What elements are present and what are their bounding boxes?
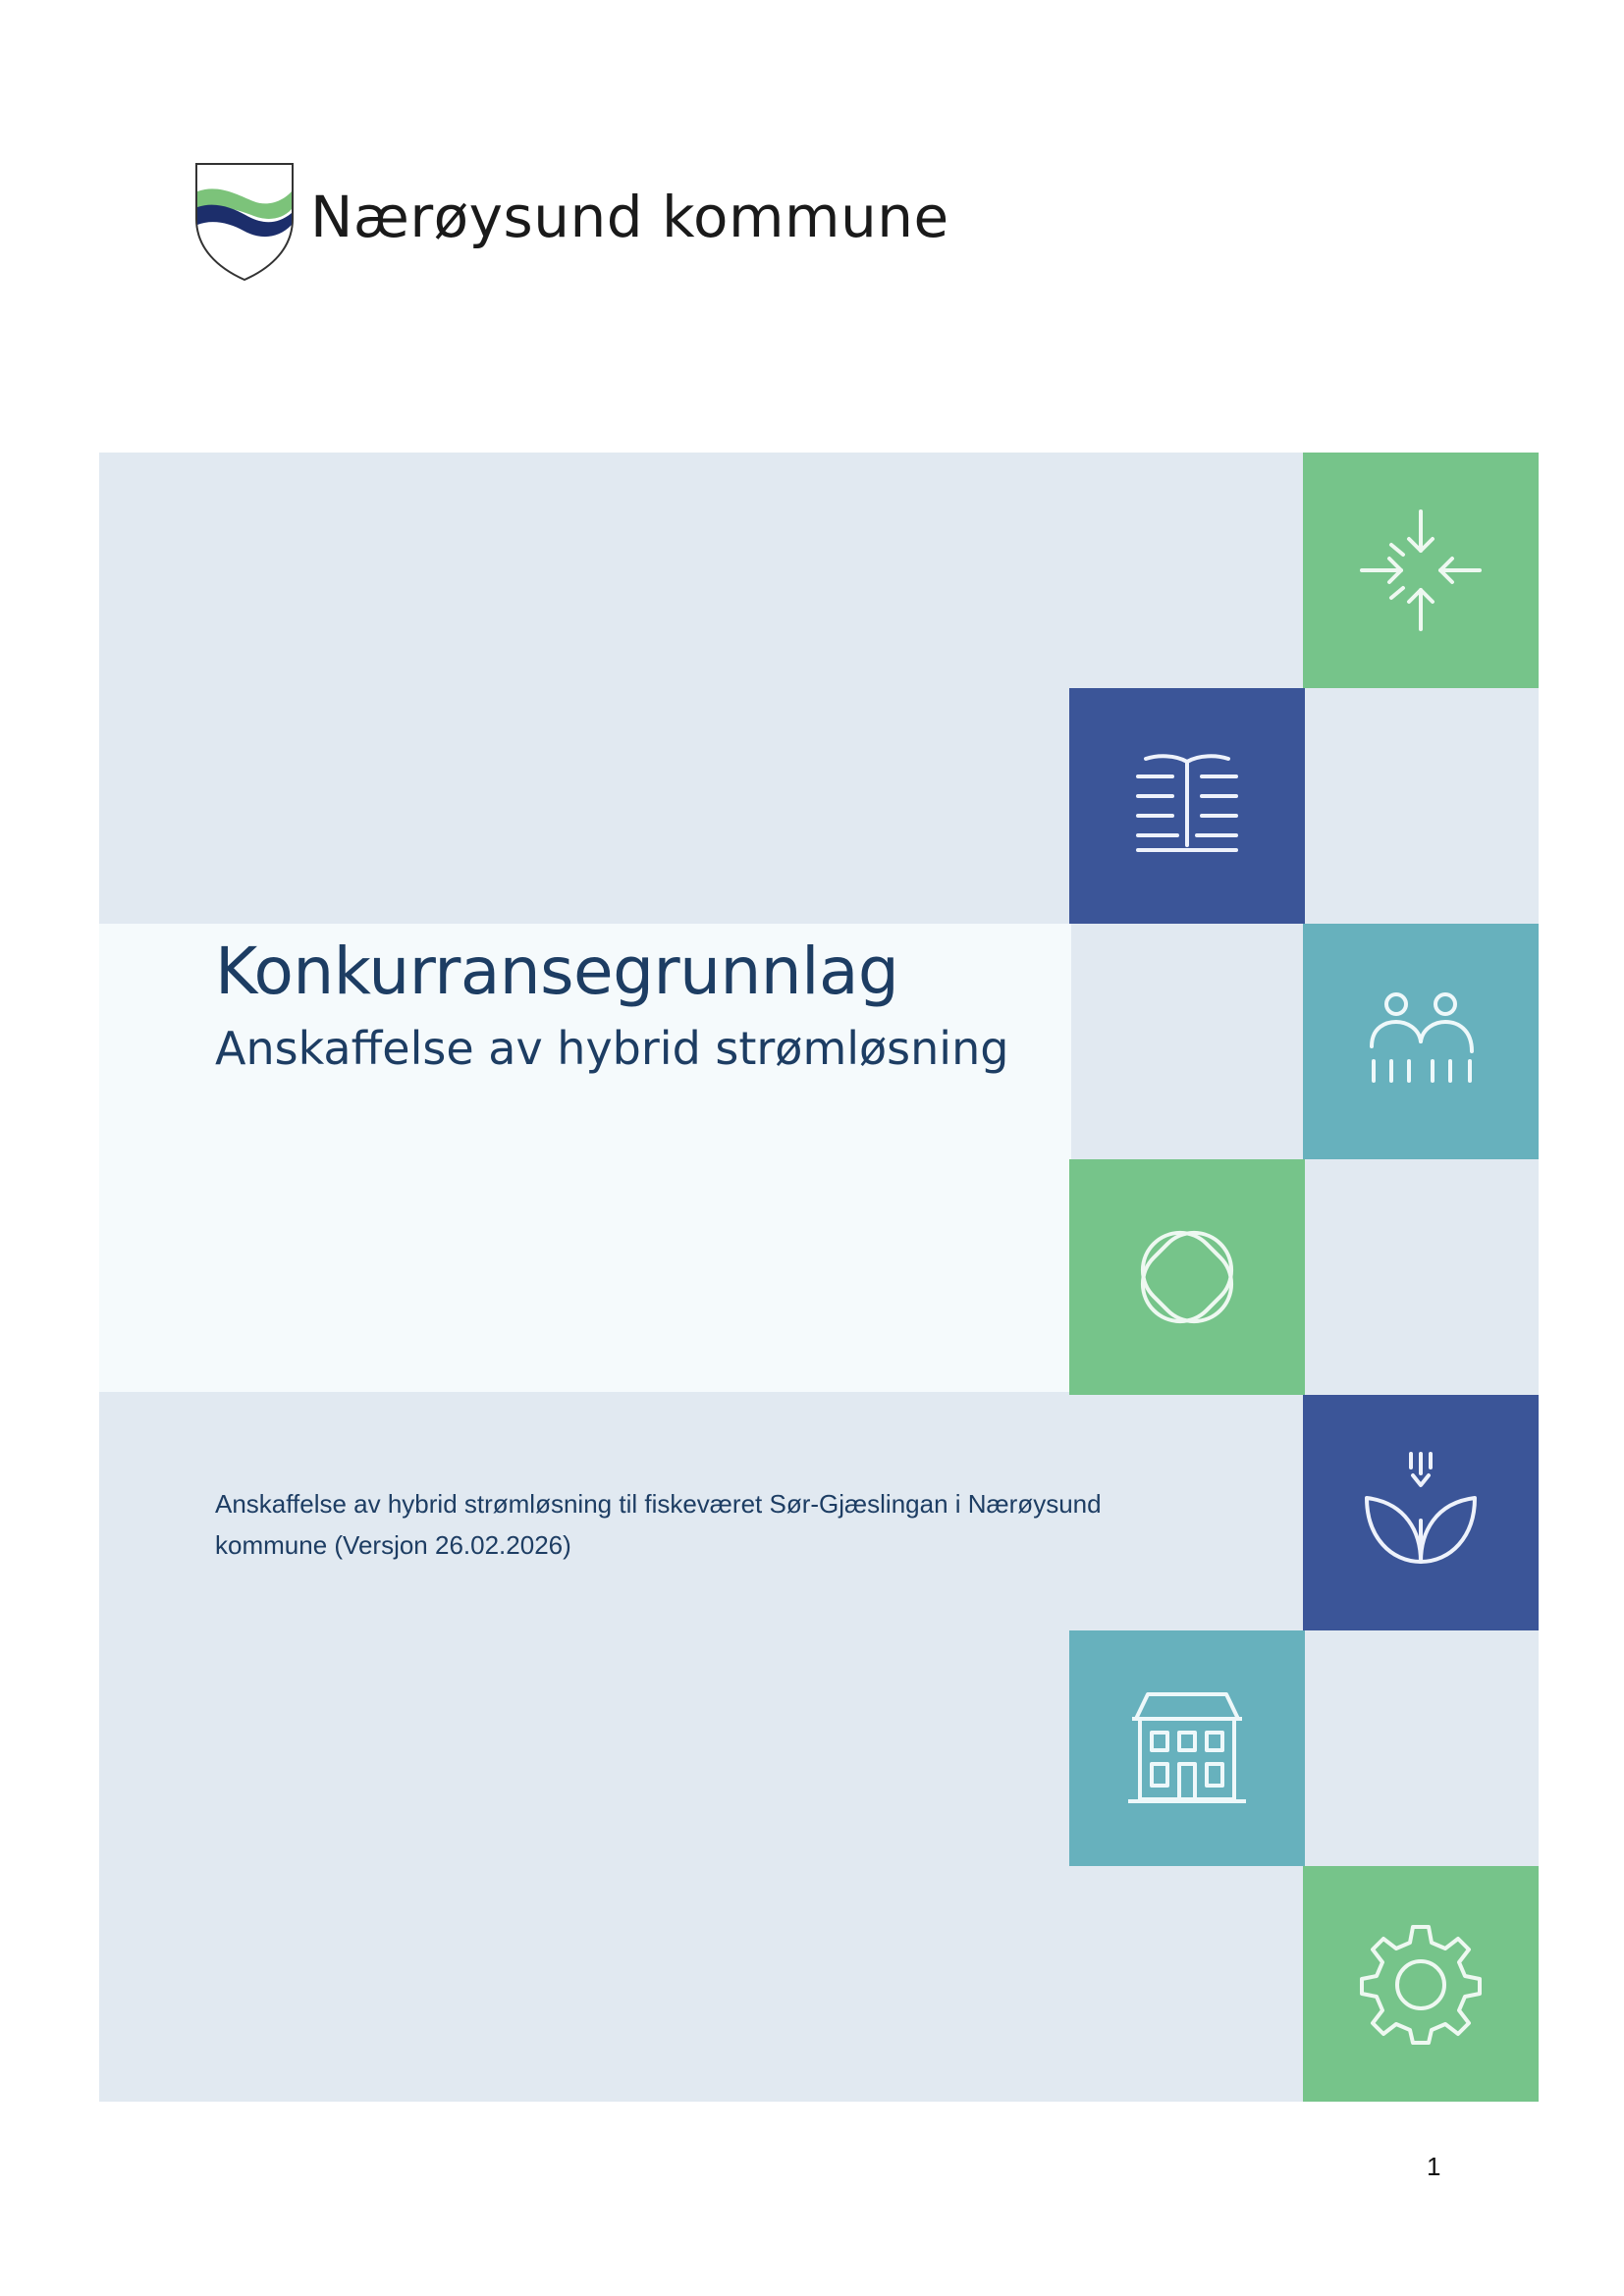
plant-icon [1352, 1444, 1489, 1581]
tile-building [1069, 1630, 1305, 1866]
cover-panel [99, 453, 1539, 2102]
building-icon [1118, 1680, 1256, 1817]
gear-icon [1352, 1915, 1489, 2053]
people-icon [1352, 973, 1489, 1110]
tile-people [1303, 924, 1539, 1159]
document-subtitle: Anskaffelse av hybrid strømløsning [215, 1022, 1009, 1075]
tile-open-book [1069, 688, 1305, 924]
document-description: Anskaffelse av hybrid strømløsning til fiskeværet Sør-Gjæslingan i Nærøysund kommune (Versjon 26.02.2026) [215, 1489, 1102, 1560]
organization-name: Nærøysund kommune [310, 184, 949, 250]
page-number: 1 [1427, 2152, 1441, 2181]
tile-gear [1303, 1866, 1539, 2102]
tile-converging-arrows [1303, 453, 1539, 688]
coat-of-arms-shield-icon [194, 162, 295, 282]
interlocking-loops-icon [1118, 1208, 1256, 1346]
organization-logo [194, 162, 949, 285]
tile-plant [1303, 1395, 1539, 1630]
converging-arrows-icon [1352, 502, 1489, 639]
document-title: Konkurransegrunnlag [215, 934, 899, 1009]
open-book-icon [1118, 737, 1256, 875]
tile-interlocking-loops [1069, 1159, 1305, 1395]
